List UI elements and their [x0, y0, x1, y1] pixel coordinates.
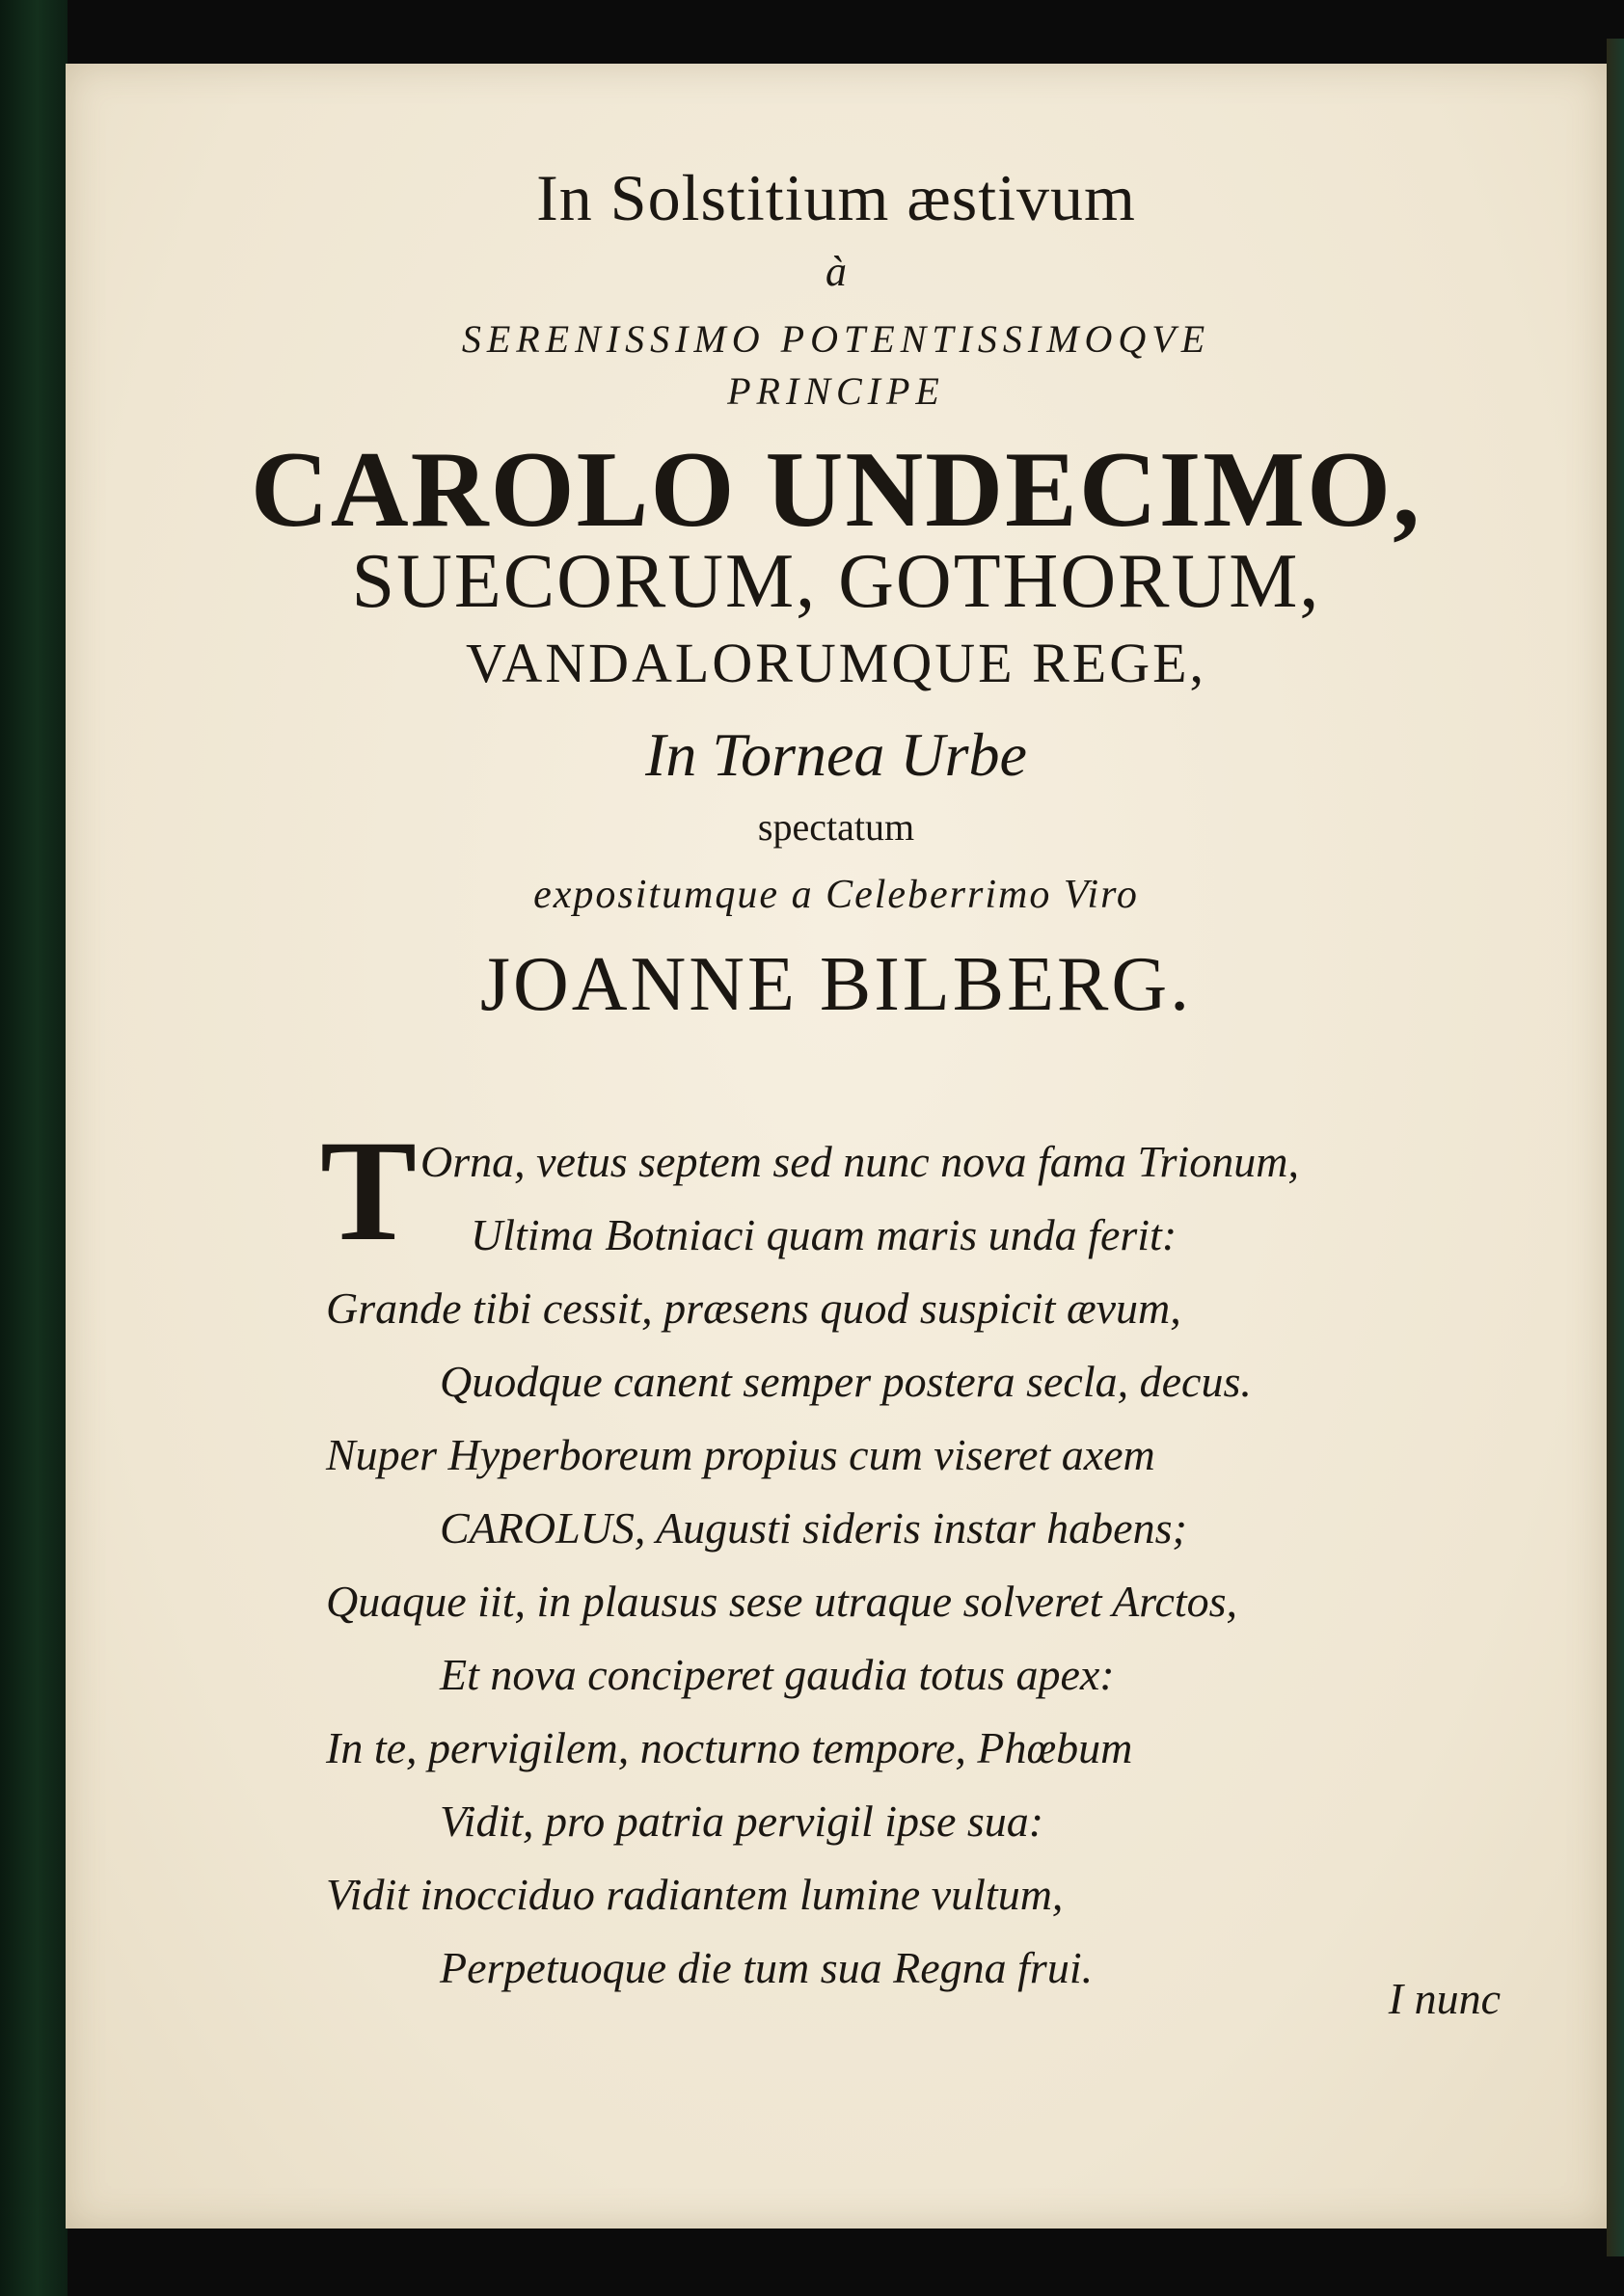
- poem-line-1: Orna, vetus septem sed nunc nova fama Trionum,: [420, 1137, 1299, 1186]
- poem-line-2: Ultima Botniaci quam maris unda ferit:: [471, 1210, 1177, 1259]
- poem-line-7: Quaque iit, in plausus sese utraque solveret Arctos,: [326, 1577, 1238, 1626]
- title-line-3: SERENISSIMO POTENTISSIMOQVE: [461, 317, 1211, 361]
- title-line-2: à: [826, 248, 847, 295]
- poem-line-8: Et nova conciperet gaudia totus apex:: [440, 1650, 1115, 1699]
- catchword: I nunc: [1388, 1974, 1501, 2023]
- book-binding-right: [1607, 39, 1624, 2256]
- title-line-4: PRINCIPE: [727, 369, 945, 413]
- title-line-8: In Tornea Urbe: [645, 720, 1027, 789]
- title-line-9: spectatum: [757, 805, 915, 849]
- book-page: [66, 64, 1607, 2228]
- title-line-10: expositumque a Celeberrimo Viro: [533, 873, 1139, 917]
- poem-line-5: Nuper Hyperboreum propius cum viseret axem: [326, 1430, 1155, 1479]
- poem-line-3: Grande tibi cessit, præsens quod suspicit ævum,: [326, 1283, 1181, 1333]
- poem-line-9: In te, pervigilem, nocturno tempore, Phœbum: [326, 1723, 1133, 1772]
- title-line-5: CAROLO UNDECIMO,: [250, 430, 1422, 550]
- poem-line-11: Vidit inocciduo radiantem lumine vultum,: [326, 1870, 1064, 1919]
- poem-line-6: CAROLUS, Augusti sideris instar habens;: [440, 1503, 1187, 1553]
- title-line-11: JOANNE BILBERG.: [479, 942, 1193, 1027]
- poem-line-12: Perpetuoque die tum sua Regna frui.: [440, 1943, 1094, 1992]
- book-binding-left: [0, 0, 68, 2296]
- poem-line-10: Vidit, pro patria pervigil ipse sua:: [440, 1796, 1044, 1846]
- poem-line-4: Quodque canent semper postera secla, decus.: [440, 1357, 1252, 1406]
- title-line-7: VANDALORUMQUE REGE,: [465, 632, 1207, 694]
- title-line-1: In Solstitium æstivum: [536, 161, 1136, 234]
- poem-drop-cap: T: [320, 1111, 418, 1271]
- title-line-6: SUECORUM, GOTHORUM,: [351, 539, 1321, 624]
